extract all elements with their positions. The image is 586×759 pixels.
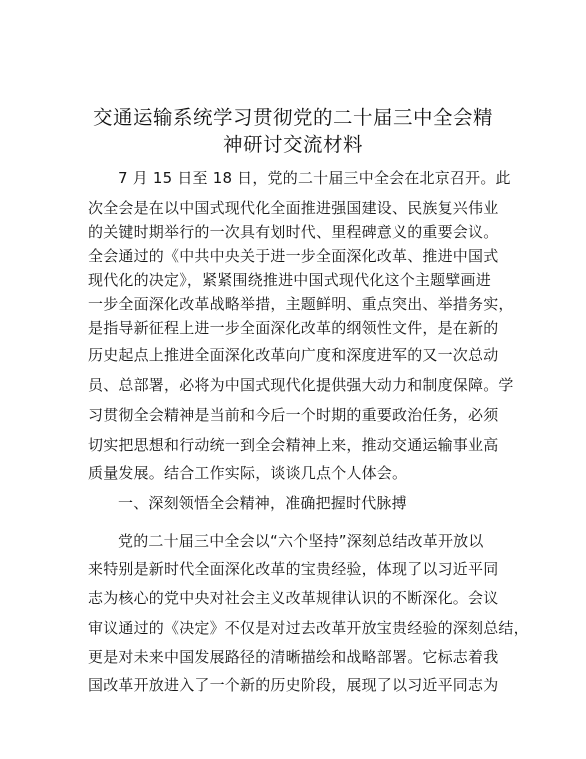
paragraph-line: 志为核心的党中央对社会主义改革规律认识的不断深化。会议 <box>88 589 499 607</box>
paragraph-line: 习贯彻全会精神是当前和今后一个时期的重要政治任务，必须 <box>88 406 499 424</box>
paragraph-line: 员、总部署，必将为中国式现代化提供强大动力和制度保障。学 <box>88 376 514 394</box>
paragraph-line: 更是对未来中国发展路径的清晰描绘和战略部署。它标志着我 <box>88 648 499 666</box>
paragraph-line: 的关键时期举行的一次具有划时代、里程碑意义的重要会议。 <box>88 223 499 241</box>
section-heading: 一、深刻领悟全会精神，准确把握时代脉搏 <box>118 494 407 512</box>
paragraph-line: 现代化的决定》，紧紧围绕推进中国式现代化这个主题擘画进 <box>88 271 491 289</box>
document-title-line-1: 交通运输系统学习贯彻党的二十届三中全会精 <box>92 106 493 129</box>
document-title-line-2: 神研讨交流材料 <box>222 133 363 156</box>
paragraph-line: 国改革开放进入了一个新的历史阶段，展现了以习近平同志为 <box>88 676 499 694</box>
paragraph-line: 审议通过的《决定》不仅是对过去改革开放宝贵经验的深刻总结， <box>88 619 529 637</box>
paragraph-line: 党的二十届三中全会以“六个坚持”深刻总结改革开放以 <box>118 532 484 550</box>
paragraph-line: 次全会是在以中国式现代化全面推进强国建设、民族复兴伟业 <box>88 199 499 217</box>
paragraph-line: 全会通过的《中共中央关于进一步全面深化改革、推进中国式 <box>88 247 499 265</box>
paragraph-line: 历史起点上推进全面深化改革向广度和深度进军的又一次总动 <box>88 346 499 364</box>
paragraph-line: 是指导新征程上进一步全面深化改革的纲领性文件，是在新的 <box>88 319 499 337</box>
paragraph-line: 来特别是新时代全面深化改革的宝贵经验，体现了以习近平同 <box>88 560 499 578</box>
paragraph-line: 切实把思想和行动统一到全会精神上来，推动交通运输事业高 <box>88 436 499 454</box>
paragraph-line: 一步全面深化改革战略举措，主题鲜明、重点突出、举措务实， <box>88 295 514 313</box>
paragraph-line: 质量发展。结合工作实际，谈谈几点个人体会。 <box>88 464 408 482</box>
paragraph-line: 7 月 15 日至 18 日，党的二十届三中全会在北京召开。此 <box>118 169 511 187</box>
